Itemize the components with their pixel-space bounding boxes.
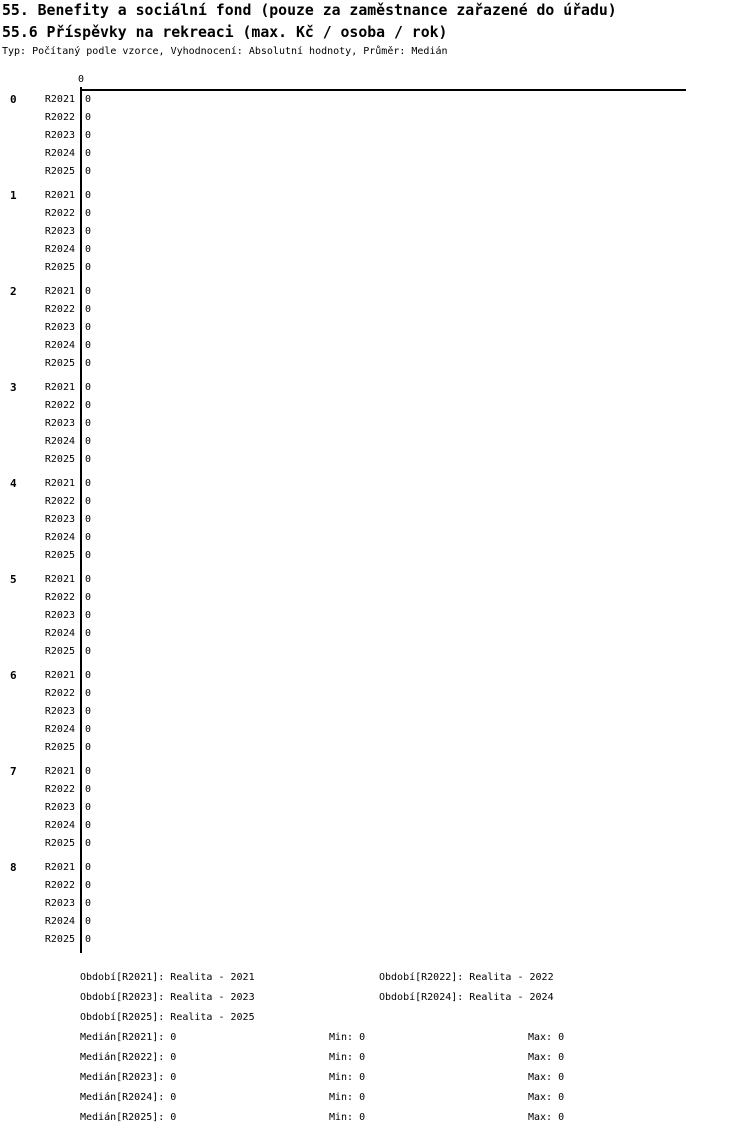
row-value: 0 [85,766,92,777]
row-value: 0 [85,820,92,831]
group-label: 0 [10,93,17,106]
row-series-label: R2023 [44,706,75,717]
row-value: 0 [85,802,92,813]
row-value: 0 [85,208,92,219]
row-value: 0 [85,574,92,585]
report-meta-line: Typ: Počítaný podle vzorce, Vyhodnocení: Absolutní hodnoty, Průměr: Medián [2,46,448,57]
row-value: 0 [85,148,92,159]
row-series-label: R2025 [44,262,75,273]
row-value: 0 [85,454,92,465]
row-value: 0 [85,286,92,297]
row-value: 0 [85,304,92,315]
row-series-label: R2023 [44,898,75,909]
row-series-label: R2022 [44,784,75,795]
row-value: 0 [85,688,92,699]
row-series-label: R2022 [44,880,75,891]
row-series-label: R2023 [44,226,75,237]
row-value: 0 [85,514,92,525]
row-series-label: R2023 [44,130,75,141]
row-value: 0 [85,112,92,123]
report-title: 55. Benefity a sociální fond (pouze za zaměstnance zařazené do úřadu) [2,2,617,19]
row-value: 0 [85,130,92,141]
legend-max-entry: Max: 0 [528,1032,565,1043]
row-series-label: R2024 [44,148,75,159]
legend-median-entry: Medián[R2021]: 0 [80,1032,177,1043]
row-series-label: R2025 [44,550,75,561]
row-value: 0 [85,382,92,393]
row-value: 0 [85,880,92,891]
value-axis-line [80,89,686,91]
row-value: 0 [85,418,92,429]
value-axis-tick-label: 0 [78,74,85,85]
row-series-label: R2023 [44,802,75,813]
row-value: 0 [85,784,92,795]
legend-min-entry: Min: 0 [329,1052,366,1063]
row-value: 0 [85,166,92,177]
legend-min-entry: Min: 0 [329,1072,366,1083]
legend-median-entry: Medián[R2022]: 0 [80,1052,177,1063]
row-value: 0 [85,244,92,255]
row-value: 0 [85,610,92,621]
category-axis-line [80,87,82,953]
row-series-label: R2024 [44,820,75,831]
row-series-label: R2022 [44,688,75,699]
group-label: 4 [10,477,17,490]
row-value: 0 [85,646,92,657]
legend-period-label: Období[R2023]: Realita - 2023 [80,992,255,1003]
row-value: 0 [85,628,92,639]
row-series-label: R2025 [44,166,75,177]
row-series-label: R2024 [44,244,75,255]
row-series-label: R2024 [44,628,75,639]
report-subtitle: 55.6 Příspěvky na rekreaci (max. Kč / osoba / rok) [2,24,448,41]
legend-min-entry: Min: 0 [329,1032,366,1043]
group-label: 5 [10,573,17,586]
row-series-label: R2022 [44,112,75,123]
group-label: 7 [10,765,17,778]
row-value: 0 [85,322,92,333]
row-series-label: R2024 [44,916,75,927]
legend-period-label: Období[R2025]: Realita - 2025 [80,1012,255,1023]
legend-max-entry: Max: 0 [528,1052,565,1063]
row-value: 0 [85,670,92,681]
group-label: 1 [10,189,17,202]
legend-period-label: Období[R2021]: Realita - 2021 [80,972,255,983]
row-series-label: R2024 [44,532,75,543]
row-series-label: R2024 [44,436,75,447]
row-value: 0 [85,862,92,873]
group-label: 6 [10,669,17,682]
row-series-label: R2025 [44,934,75,945]
row-series-label: R2021 [44,766,75,777]
row-value: 0 [85,400,92,411]
row-series-label: R2022 [44,400,75,411]
row-value: 0 [85,898,92,909]
group-label: 3 [10,381,17,394]
legend-min-entry: Min: 0 [329,1092,366,1103]
row-value: 0 [85,838,92,849]
legend-median-entry: Medián[R2024]: 0 [80,1092,177,1103]
row-series-label: R2025 [44,742,75,753]
row-series-label: R2025 [44,838,75,849]
row-value: 0 [85,706,92,717]
legend-max-entry: Max: 0 [528,1092,565,1103]
row-value: 0 [85,550,92,561]
row-series-label: R2021 [44,862,75,873]
row-series-label: R2024 [44,340,75,351]
row-series-label: R2025 [44,646,75,657]
row-series-label: R2021 [44,286,75,297]
row-value: 0 [85,436,92,447]
row-series-label: R2021 [44,190,75,201]
row-series-label: R2023 [44,322,75,333]
legend-max-entry: Max: 0 [528,1072,565,1083]
row-value: 0 [85,916,92,927]
legend-median-entry: Medián[R2025]: 0 [80,1112,177,1123]
row-value: 0 [85,592,92,603]
row-series-label: R2022 [44,208,75,219]
group-label: 8 [10,861,17,874]
row-series-label: R2023 [44,418,75,429]
legend-max-entry: Max: 0 [528,1112,565,1123]
row-series-label: R2022 [44,304,75,315]
row-series-label: R2021 [44,574,75,585]
row-series-label: R2025 [44,358,75,369]
row-value: 0 [85,190,92,201]
row-value: 0 [85,262,92,273]
row-value: 0 [85,742,92,753]
legend-period-label: Období[R2022]: Realita - 2022 [379,972,554,983]
row-value: 0 [85,724,92,735]
row-series-label: R2022 [44,496,75,507]
row-series-label: R2025 [44,454,75,465]
row-series-label: R2021 [44,382,75,393]
row-value: 0 [85,934,92,945]
row-series-label: R2021 [44,670,75,681]
row-series-label: R2023 [44,514,75,525]
row-value: 0 [85,94,92,105]
row-value: 0 [85,496,92,507]
group-label: 2 [10,285,17,298]
row-value: 0 [85,226,92,237]
row-value: 0 [85,358,92,369]
legend-min-entry: Min: 0 [329,1112,366,1123]
row-value: 0 [85,478,92,489]
row-series-label: R2021 [44,478,75,489]
row-series-label: R2023 [44,610,75,621]
row-value: 0 [85,532,92,543]
row-value: 0 [85,340,92,351]
row-series-label: R2021 [44,94,75,105]
legend-median-entry: Medián[R2023]: 0 [80,1072,177,1083]
row-series-label: R2024 [44,724,75,735]
legend-period-label: Období[R2024]: Realita - 2024 [379,992,554,1003]
row-series-label: R2022 [44,592,75,603]
